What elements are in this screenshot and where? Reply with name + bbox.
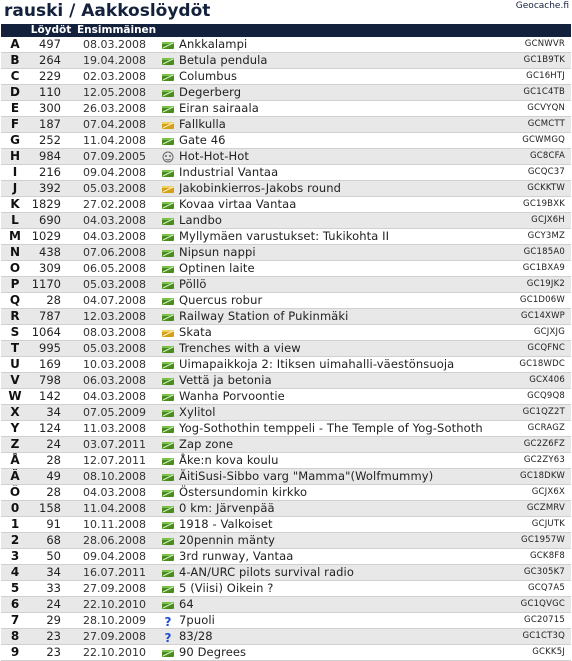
traditional-cache-icon xyxy=(157,437,179,453)
row-letter: L xyxy=(1,213,29,229)
cache-code-link[interactable]: GC1QZ2T xyxy=(503,405,571,421)
cache-name-link[interactable]: Jakobinkierros-Jakobs round xyxy=(179,181,503,197)
table-row xyxy=(1,549,571,565)
cache-code-link[interactable]: GC14XWP xyxy=(503,309,571,325)
table-row xyxy=(1,469,571,485)
row-letter: 7 xyxy=(1,613,29,629)
row-date: 04.07.2008 xyxy=(73,293,157,309)
row-finds: 124 xyxy=(29,421,73,437)
row-letter: W xyxy=(1,389,29,405)
table-row xyxy=(1,133,571,149)
traditional-cache-icon xyxy=(157,453,179,469)
row-date: 12.05.2008 xyxy=(73,85,157,101)
cache-name-link[interactable]: Gate 46 xyxy=(179,133,503,149)
cache-code-link[interactable]: GCJXJG xyxy=(503,325,571,341)
row-date: 08.03.2008 xyxy=(73,37,157,53)
cache-name-link[interactable]: Landbo xyxy=(179,213,503,229)
cache-name-link[interactable]: Vettä ja betonia xyxy=(179,373,503,389)
cache-code-link[interactable]: GC1D06W xyxy=(503,293,571,309)
cache-name-link[interactable]: Eiran sairaala xyxy=(179,101,503,117)
cache-code-link[interactable]: GCX406 xyxy=(503,373,571,389)
cache-name-link[interactable]: Åke:n kova koulu xyxy=(179,453,503,469)
row-date: 09.04.2008 xyxy=(73,549,157,565)
row-date: 19.04.2008 xyxy=(73,53,157,69)
cache-name-link[interactable]: 3rd runway, Vantaa xyxy=(179,549,503,565)
column-header-code xyxy=(503,24,571,37)
row-letter: 1 xyxy=(1,517,29,533)
cache-name-link[interactable]: Quercus robur xyxy=(179,293,503,309)
row-date: 26.03.2008 xyxy=(73,101,157,117)
multi-cache-icon xyxy=(157,117,179,133)
cache-code-link[interactable]: GC1QVGC xyxy=(503,597,571,613)
column-header-first: Ensimmäinen xyxy=(77,24,157,36)
row-letter: I xyxy=(1,165,29,181)
cache-code-link[interactable]: GC19BXK xyxy=(503,197,571,213)
cache-code-link[interactable]: GCJX6X xyxy=(503,485,571,501)
traditional-cache-icon xyxy=(157,293,179,309)
table-row xyxy=(1,341,571,357)
multi-cache-icon xyxy=(157,181,179,197)
row-letter: 6 xyxy=(1,597,29,613)
cache-code-link[interactable]: GC20715 xyxy=(503,613,571,629)
row-letter: D xyxy=(1,85,29,101)
row-letter: R xyxy=(1,309,29,325)
cache-code-link[interactable]: GCJUTK xyxy=(503,517,571,533)
row-date: 10.03.2008 xyxy=(73,357,157,373)
row-finds: 787 xyxy=(29,309,73,325)
traditional-cache-icon xyxy=(157,565,179,581)
traditional-cache-icon xyxy=(157,69,179,85)
row-letter: F xyxy=(1,117,29,133)
table-row xyxy=(1,357,571,373)
table-row xyxy=(1,373,571,389)
cache-name-link[interactable]: Kovaa virtaa Vantaa xyxy=(179,197,503,213)
row-finds: 91 xyxy=(29,517,73,533)
cache-name-link[interactable]: Xylitol xyxy=(179,405,503,421)
cache-name-link[interactable]: Degerberg xyxy=(179,85,503,101)
table-row xyxy=(1,405,571,421)
cache-code-link[interactable]: GCQ9Q8 xyxy=(503,389,571,405)
row-letter: C xyxy=(1,69,29,85)
cache-code-link[interactable]: GC1B9TK xyxy=(503,53,571,69)
cache-name-link[interactable]: Nipsun nappi xyxy=(179,245,503,261)
page xyxy=(1,0,571,661)
row-finds: 1829 xyxy=(29,197,73,213)
cache-name-link[interactable]: Fallkulla xyxy=(179,117,503,133)
cache-code-link[interactable]: GC18DKW xyxy=(503,469,571,485)
row-letter: 0 xyxy=(1,501,29,517)
row-letter: 8 xyxy=(1,629,29,645)
row-finds: 28 xyxy=(29,453,73,469)
row-letter: V xyxy=(1,373,29,389)
cache-name-link[interactable]: Yog-Sothothin temppeli - The Temple of Yog-Sothoth xyxy=(179,421,503,437)
row-letter: J xyxy=(1,181,29,197)
cache-code-link[interactable]: GC19JK2 xyxy=(503,277,571,293)
traditional-cache-icon xyxy=(157,229,179,245)
row-finds: 110 xyxy=(29,85,73,101)
cache-name-link[interactable]: Wanha Porvoontie xyxy=(179,389,503,405)
row-date: 16.07.2011 xyxy=(73,565,157,581)
svg-text:?: ? xyxy=(164,630,172,643)
table-row xyxy=(1,245,571,261)
cache-code-link[interactable]: GCQFNC xyxy=(503,341,571,357)
table-row xyxy=(1,325,571,341)
table-row xyxy=(1,213,571,229)
table-row xyxy=(1,501,571,517)
row-date: 08.03.2008 xyxy=(73,325,157,341)
cache-name-link[interactable]: Ankkalampi xyxy=(179,37,503,53)
table-header xyxy=(1,24,571,37)
traditional-cache-icon xyxy=(157,597,179,613)
table-body xyxy=(1,37,571,661)
table-row xyxy=(1,581,571,597)
cache-name-link[interactable]: 20pennin mänty xyxy=(179,533,503,549)
row-date: 04.03.2008 xyxy=(73,229,157,245)
row-finds: 995 xyxy=(29,341,73,357)
cache-name-link[interactable]: 0 km: Järvenpää xyxy=(179,501,503,517)
row-date: 22.10.2010 xyxy=(73,597,157,613)
cache-name-link[interactable]: Zap zone xyxy=(179,437,503,453)
letter-finds-table xyxy=(1,24,571,661)
row-letter: P xyxy=(1,277,29,293)
traditional-cache-icon xyxy=(157,277,179,293)
cache-code-link[interactable]: GC1C4TB xyxy=(503,85,571,101)
traditional-cache-icon xyxy=(157,581,179,597)
row-date: 05.03.2008 xyxy=(73,277,157,293)
traditional-cache-icon xyxy=(157,53,179,69)
row-date: 28.10.2009 xyxy=(73,613,157,629)
table-row xyxy=(1,85,571,101)
cache-name-link[interactable]: Myllymäen varustukset: Tukikohta II xyxy=(179,229,503,245)
row-date: 05.03.2008 xyxy=(73,341,157,357)
cache-code-link[interactable]: GC18WDC xyxy=(503,357,571,373)
row-letter: S xyxy=(1,325,29,341)
table-row xyxy=(1,533,571,549)
page-title: rauski / Aakkoslöydöt xyxy=(4,1,211,21)
row-letter: Q xyxy=(1,293,29,309)
row-letter: 3 xyxy=(1,549,29,565)
row-letter: H xyxy=(1,149,29,165)
traditional-cache-icon xyxy=(157,165,179,181)
row-date: 11.03.2008 xyxy=(73,421,157,437)
row-finds: 300 xyxy=(29,101,73,117)
row-letter: N xyxy=(1,245,29,261)
row-finds: 158 xyxy=(29,501,73,517)
row-letter: E xyxy=(1,101,29,117)
row-finds: 28 xyxy=(29,293,73,309)
row-finds: 1170 xyxy=(29,277,73,293)
cache-name-link[interactable]: Hot-Hot-Hot xyxy=(179,149,503,165)
traditional-cache-icon xyxy=(157,101,179,117)
row-finds: 34 xyxy=(29,565,73,581)
cache-code-link[interactable]: GCKKTW xyxy=(503,181,571,197)
row-date: 28.06.2008 xyxy=(73,533,157,549)
row-letter: O xyxy=(1,261,29,277)
traditional-cache-icon xyxy=(157,405,179,421)
row-date: 27.02.2008 xyxy=(73,197,157,213)
cache-name-link[interactable]: Railway Station of Pukinmäki xyxy=(179,309,503,325)
row-finds: 392 xyxy=(29,181,73,197)
cache-name-link[interactable]: Uimapaikkoja 2: Itiksen uimahalli-väestönsuoja xyxy=(179,357,503,373)
cache-name-link[interactable]: 4-AN/URC pilots survival radio xyxy=(179,565,503,581)
row-date: 04.03.2008 xyxy=(73,213,157,229)
row-date: 22.10.2010 xyxy=(73,645,157,661)
traditional-cache-icon xyxy=(157,421,179,437)
row-finds: 24 xyxy=(29,597,73,613)
row-date: 10.11.2008 xyxy=(73,517,157,533)
table-row xyxy=(1,165,571,181)
row-date: 02.03.2008 xyxy=(73,69,157,85)
cache-name-link[interactable]: 7puoli xyxy=(179,613,503,629)
site-name[interactable]: Geocache.fi xyxy=(515,1,569,11)
table-row xyxy=(1,517,571,533)
table-row xyxy=(1,69,571,85)
table-row xyxy=(1,181,571,197)
row-letter: 2 xyxy=(1,533,29,549)
cache-name-link[interactable]: Skata xyxy=(179,325,503,341)
traditional-cache-icon xyxy=(157,261,179,277)
cache-name-link[interactable]: Trenches with a view xyxy=(179,341,503,357)
cache-name-link[interactable]: 5 (Viisi) Oikein ? xyxy=(179,581,503,597)
cache-code-link[interactable]: GCY3MZ xyxy=(503,229,571,245)
row-finds: 28 xyxy=(29,485,73,501)
row-letter: U xyxy=(1,357,29,373)
cache-code-link[interactable]: GC305K7 xyxy=(503,565,571,581)
row-date: 08.10.2008 xyxy=(73,469,157,485)
table-row xyxy=(1,101,571,117)
row-finds: 33 xyxy=(29,581,73,597)
row-letter: M xyxy=(1,229,29,245)
table-row xyxy=(1,197,571,213)
column-header-name xyxy=(179,24,503,37)
cache-code-link[interactable]: GCVYQN xyxy=(503,101,571,117)
table-row xyxy=(1,613,571,629)
row-date: 07.06.2008 xyxy=(73,245,157,261)
row-date: 09.04.2008 xyxy=(73,165,157,181)
traditional-cache-icon xyxy=(157,373,179,389)
traditional-cache-icon xyxy=(157,645,179,661)
cache-code-link[interactable]: GCNWVR xyxy=(503,37,571,53)
row-finds: 142 xyxy=(29,389,73,405)
row-date: 12.07.2011 xyxy=(73,453,157,469)
table-row xyxy=(1,277,571,293)
cache-code-link[interactable]: GCJX6H xyxy=(503,213,571,229)
traditional-cache-icon xyxy=(157,533,179,549)
cache-code-link[interactable]: GC1957W xyxy=(503,533,571,549)
row-finds: 1029 xyxy=(29,229,73,245)
cache-name-link[interactable]: Optinen laite xyxy=(179,261,503,277)
row-date: 27.09.2008 xyxy=(73,581,157,597)
table-row xyxy=(1,293,571,309)
row-date: 05.03.2008 xyxy=(73,181,157,197)
table-row xyxy=(1,53,571,69)
mystery-cache-icon xyxy=(157,629,179,645)
title-bar xyxy=(1,0,571,24)
row-date: 07.05.2009 xyxy=(73,405,157,421)
row-letter: Z xyxy=(1,437,29,453)
row-letter: X xyxy=(1,405,29,421)
row-letter: Y xyxy=(1,421,29,437)
traditional-cache-icon xyxy=(157,517,179,533)
table-row xyxy=(1,229,571,245)
traditional-cache-icon xyxy=(157,501,179,517)
row-finds: 264 xyxy=(29,53,73,69)
row-letter: B xyxy=(1,53,29,69)
cache-code-link[interactable]: GC8CFA xyxy=(503,149,571,165)
row-date: 11.04.2008 xyxy=(73,133,157,149)
table-row xyxy=(1,149,571,165)
svg-text:?: ? xyxy=(164,614,172,627)
cache-code-link[interactable]: GC185A0 xyxy=(503,245,571,261)
cache-name-link[interactable]: ÄitiSusi-Sibbo varg "Mamma"(Wolfmummy) xyxy=(179,469,503,485)
traditional-cache-icon xyxy=(157,133,179,149)
cache-name-link[interactable]: Pöllö xyxy=(179,277,503,293)
traditional-cache-icon xyxy=(157,213,179,229)
cache-code-link[interactable]: GC2ZY63 xyxy=(503,453,571,469)
cache-name-link[interactable]: 83/28 xyxy=(179,629,503,645)
row-finds: 50 xyxy=(29,549,73,565)
row-date: 27.09.2008 xyxy=(73,629,157,645)
table-row xyxy=(1,421,571,437)
row-letter: 5 xyxy=(1,581,29,597)
row-letter: T xyxy=(1,341,29,357)
row-finds: 229 xyxy=(29,69,73,85)
table-row xyxy=(1,389,571,405)
row-finds: 798 xyxy=(29,373,73,389)
table-row xyxy=(1,645,571,661)
traditional-cache-icon xyxy=(157,549,179,565)
cache-name-link[interactable]: Östersundomin kirkko xyxy=(179,485,503,501)
cache-name-link[interactable]: Industrial Vantaa xyxy=(179,165,503,181)
cache-code-link[interactable]: GC16HTJ xyxy=(503,69,571,85)
row-letter: 9 xyxy=(1,645,29,661)
traditional-cache-icon xyxy=(157,341,179,357)
row-finds: 24 xyxy=(29,437,73,453)
cache-name-link[interactable]: 1918 - Valkoiset xyxy=(179,517,503,533)
table-row xyxy=(1,629,571,645)
row-letter: Å xyxy=(1,453,29,469)
traditional-cache-icon xyxy=(157,389,179,405)
row-date: 07.09.2005 xyxy=(73,149,157,165)
row-finds: 169 xyxy=(29,357,73,373)
row-finds: 187 xyxy=(29,117,73,133)
traditional-cache-icon xyxy=(157,309,179,325)
row-date: 04.03.2008 xyxy=(73,485,157,501)
row-letter: A xyxy=(1,37,29,53)
row-finds: 984 xyxy=(29,149,73,165)
cache-code-link[interactable]: GCZMRV xyxy=(503,501,571,517)
table-row xyxy=(1,437,571,453)
traditional-cache-icon xyxy=(157,197,179,213)
row-finds: 49 xyxy=(29,469,73,485)
row-finds: 438 xyxy=(29,245,73,261)
row-finds: 29 xyxy=(29,613,73,629)
cache-code-link[interactable]: GC1BXA9 xyxy=(503,261,571,277)
mystery-cache-icon xyxy=(157,613,179,629)
row-letter: 4 xyxy=(1,565,29,581)
row-finds: 497 xyxy=(29,37,73,53)
row-date: 06.05.2008 xyxy=(73,261,157,277)
table-row xyxy=(1,485,571,501)
row-finds: 690 xyxy=(29,213,73,229)
row-finds: 252 xyxy=(29,133,73,149)
row-date: 03.07.2011 xyxy=(73,437,157,453)
row-date: 06.03.2008 xyxy=(73,373,157,389)
cache-code-link[interactable]: GCRAGZ xyxy=(503,421,571,437)
row-finds: 216 xyxy=(29,165,73,181)
table-row xyxy=(1,309,571,325)
cache-code-link[interactable]: GCWMGQ xyxy=(503,133,571,149)
cache-code-link[interactable]: GCKK5J xyxy=(503,645,571,661)
column-header-letter xyxy=(1,24,29,37)
traditional-cache-icon xyxy=(157,485,179,501)
row-finds: 309 xyxy=(29,261,73,277)
traditional-cache-icon xyxy=(157,245,179,261)
row-finds: 34 xyxy=(29,405,73,421)
table-row xyxy=(1,37,571,53)
cache-name-link[interactable]: 90 Degrees xyxy=(179,645,503,661)
table-row xyxy=(1,261,571,277)
table-row xyxy=(1,597,571,613)
row-finds: 68 xyxy=(29,533,73,549)
traditional-cache-icon xyxy=(157,357,179,373)
row-date: 04.03.2008 xyxy=(73,389,157,405)
cache-code-link[interactable]: GCMCTT xyxy=(503,117,571,133)
table-row xyxy=(1,117,571,133)
cache-name-link[interactable]: Betula pendula xyxy=(179,53,503,69)
cache-code-link[interactable]: GCK8F8 xyxy=(503,549,571,565)
cache-name-link[interactable]: Columbus xyxy=(179,69,503,85)
column-header-finds: Löydöt xyxy=(30,24,72,36)
row-letter: Ä xyxy=(1,469,29,485)
multi-cache-icon xyxy=(157,325,179,341)
row-date: 11.04.2008 xyxy=(73,501,157,517)
row-letter: K xyxy=(1,197,29,213)
traditional-cache-icon xyxy=(157,37,179,53)
traditional-cache-icon xyxy=(157,85,179,101)
table-row xyxy=(1,453,571,469)
row-letter: Ö xyxy=(1,485,29,501)
cache-code-link[interactable]: GCQ7A5 xyxy=(503,581,571,597)
cache-code-link[interactable]: GC2Z6FZ xyxy=(503,437,571,453)
cache-code-link[interactable]: GC1CT3Q xyxy=(503,629,571,645)
row-letter: G xyxy=(1,133,29,149)
traditional-cache-icon xyxy=(157,469,179,485)
cache-name-link[interactable]: 64 xyxy=(179,597,503,613)
event-cache-icon xyxy=(157,149,179,165)
row-finds: 23 xyxy=(29,629,73,645)
row-date: 07.04.2008 xyxy=(73,117,157,133)
row-date: 12.03.2008 xyxy=(73,309,157,325)
table-row xyxy=(1,565,571,581)
row-finds: 1064 xyxy=(29,325,73,341)
row-finds: 23 xyxy=(29,645,73,661)
cache-code-link[interactable]: GCQC37 xyxy=(503,165,571,181)
